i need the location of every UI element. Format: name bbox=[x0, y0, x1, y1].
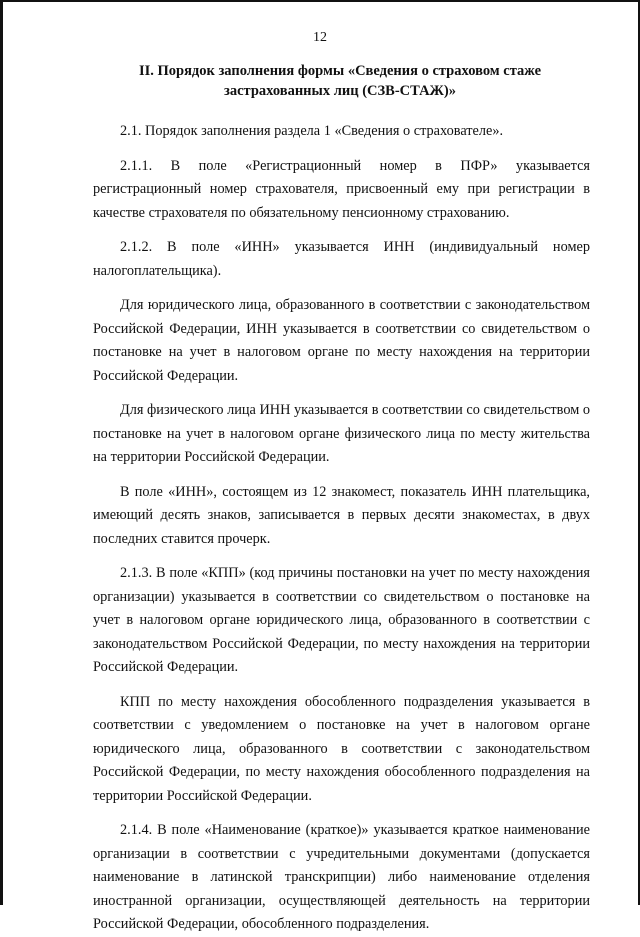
paragraph-2-1-1: 2.1.1. В поле «Регистрационный номер в ПФР» указывается регистрационный номер страхователя, присвоенный ему при регистрации в качестве страхователя по обязательному пенсионному страхованию. bbox=[93, 157, 590, 221]
section-title: II. Порядок заполнения формы «Сведения о страховом стаже застрахованных лиц (СЗВ-СТАЖ)» bbox=[138, 63, 542, 99]
paragraph-2-1-3: 2.1.3. В поле «КПП» (код причины постановки на учет по месту нахождения организации) указывается в соответствии со свидетельством о постановке на учет в налоговом органе юридического лица, образованного в соответствии с законодательством Российской Федерации, по месту нахождения на территории Российской Федерации. bbox=[93, 565, 590, 675]
paragraph-inn-field: В поле «ИНН», состоящем из 12 знакомест, показатель ИНН плательщика, имеющий десять знаков, записывается в первых десяти знакоместах, в двух последних ставится прочерк. bbox=[93, 483, 590, 547]
paragraph-inn-legal-entity: Для юридического лица, образованного в соответствии с законодательством Российской Федерации, ИНН указывается в соответствии со свидетельством о постановке на учет в налоговом органе по месту нахождения на территории Российской Федерации. bbox=[93, 297, 590, 384]
scan-border-top bbox=[0, 0, 640, 2]
document-body bbox=[93, 120, 590, 937]
paragraph-inn-individual: Для физического лица ИНН указывается в соответствии со свидетельством о постановке на учет в налоговом органе физического лица по месту жительства на территории Российской Федерации. bbox=[93, 402, 590, 465]
paragraph-kpp-branch: КПП по месту нахождения обособленного подразделения указывается в соответствии с уведомлением о постановке на учет в налоговом органе юридического лица, образованного в соответствии с законодательством Российской Федерации, по месту нахождения обособленного подразделения на территории Российской Федерации. bbox=[93, 693, 590, 804]
page-number: 12 bbox=[313, 30, 327, 45]
paragraph-2-1-4: 2.1.4. В поле «Наименование (краткое)» указывается краткое наименование организации в соответствии с учредительными документами (допускается наименование в латинской транскрипции) либо наименование отделения иностранной организации, осуществляющей деятельность на территории Российской Федерации, обособленного подразделения. bbox=[93, 822, 590, 932]
paragraph-2-1: 2.1. Порядок заполнения раздела 1 «Сведения о страхователе». bbox=[120, 123, 504, 139]
scan-border-left bbox=[0, 0, 3, 905]
paragraph-2-1-2: 2.1.2. В поле «ИНН» указывается ИНН (индивидуальный номер налогоплательщика). bbox=[93, 239, 590, 279]
